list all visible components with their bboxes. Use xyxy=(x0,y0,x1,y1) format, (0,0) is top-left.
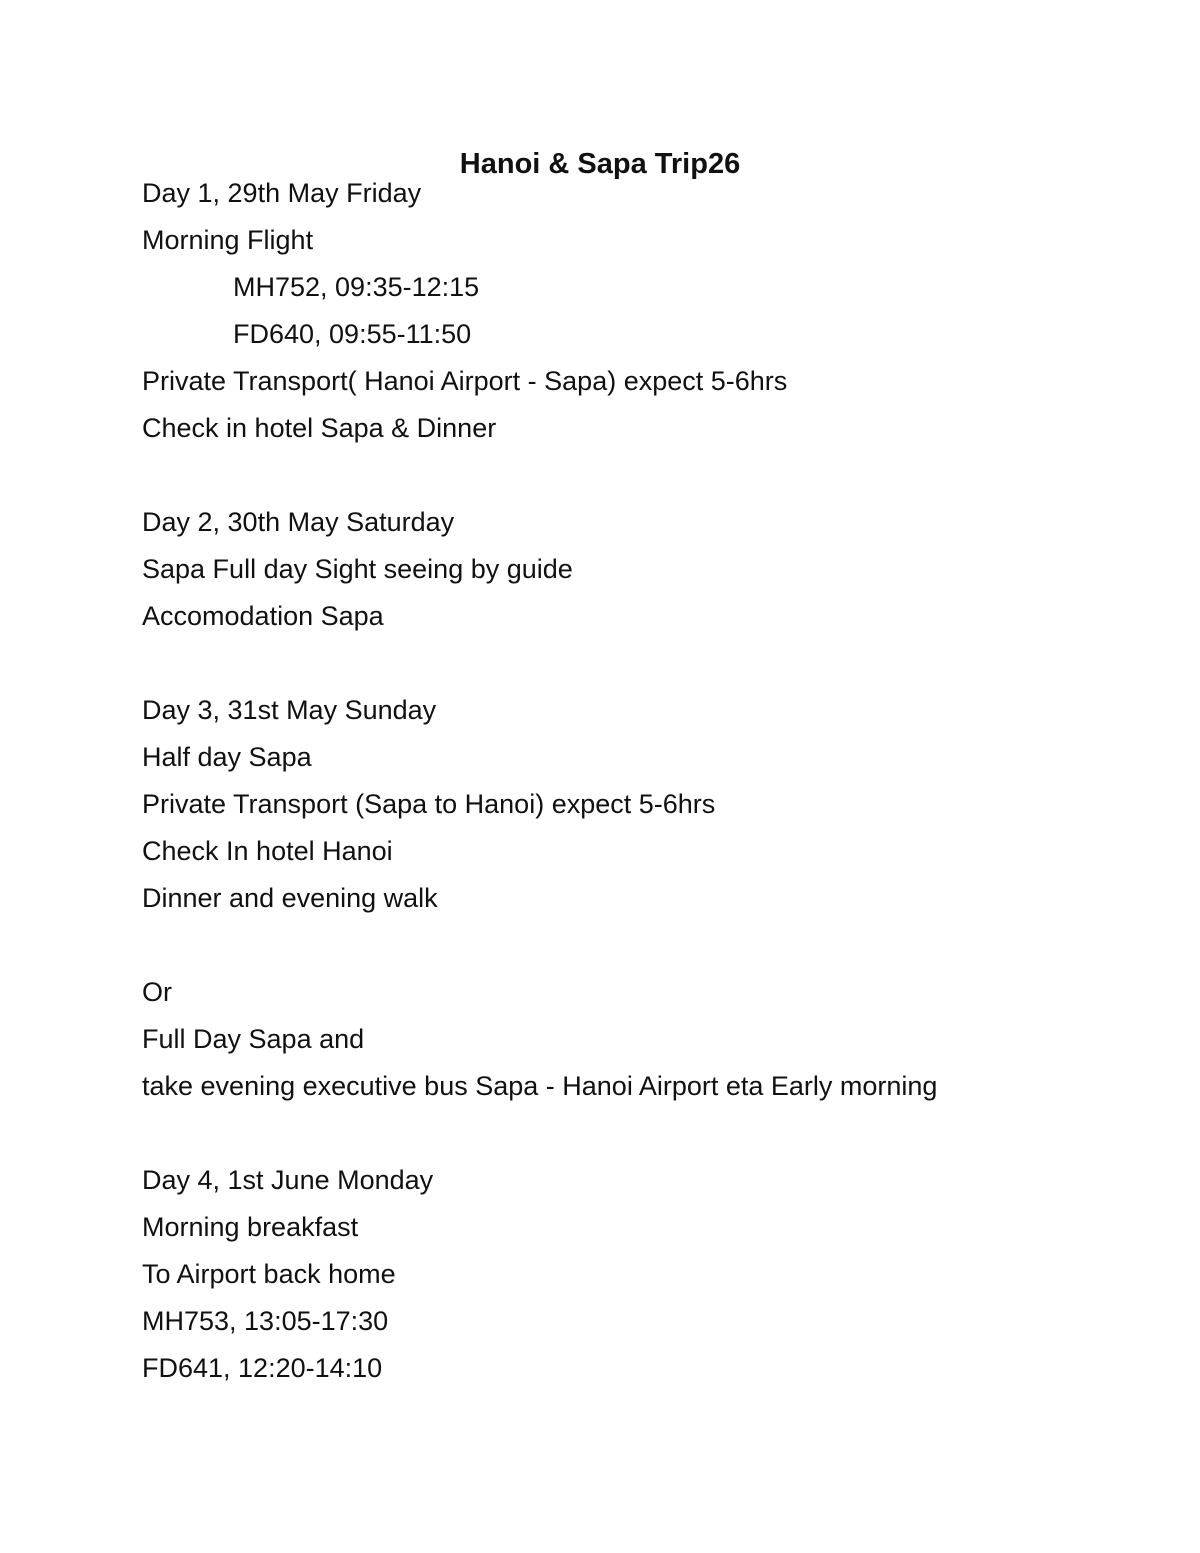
day1-flight-mh752: MH752, 09:35-12:15 xyxy=(233,272,480,302)
day3-transport: Private Transport (Sapa to Hanoi) expect 5-6hrs xyxy=(142,789,716,819)
day2-heading: Day 2, 30th May Saturday xyxy=(142,507,455,537)
day2-accommodation: Accomodation Sapa xyxy=(142,601,384,631)
day3-checkin: Check In hotel Hanoi xyxy=(142,836,393,866)
day1-checkin: Check in hotel Sapa & Dinner xyxy=(142,413,497,443)
day3-alternative-or: Or xyxy=(142,977,172,1007)
day1-heading: Day 1, 29th May Friday xyxy=(142,178,422,208)
day4-flight-mh753: MH753, 13:05-17:30 xyxy=(142,1306,389,1336)
day4-heading: Day 4, 1st June Monday xyxy=(142,1165,434,1195)
day1-flight-fd640: FD640, 09:55-11:50 xyxy=(233,319,472,349)
day1-morning-flight: Morning Flight xyxy=(142,225,314,255)
day3-half-day: Half day Sapa xyxy=(142,742,312,772)
day3-alternative-bus: take evening executive bus Sapa - Hanoi Airport eta Early morning xyxy=(142,1071,938,1101)
day4-breakfast: Morning breakfast xyxy=(142,1212,359,1242)
day3-alternative-full-day: Full Day Sapa and xyxy=(142,1024,365,1054)
day2-sightseeing: Sapa Full day Sight seeing by guide xyxy=(142,554,573,584)
day3-heading: Day 3, 31st May Sunday xyxy=(142,695,437,725)
document-title: Hanoi & Sapa Trip26 xyxy=(459,148,741,180)
day3-dinner: Dinner and evening walk xyxy=(142,883,438,913)
day1-transport: Private Transport( Hanoi Airport - Sapa) expect 5-6hrs xyxy=(142,366,788,396)
day4-to-airport: To Airport back home xyxy=(142,1259,396,1289)
day4-flight-fd641: FD641, 12:20-14:10 xyxy=(142,1353,383,1383)
